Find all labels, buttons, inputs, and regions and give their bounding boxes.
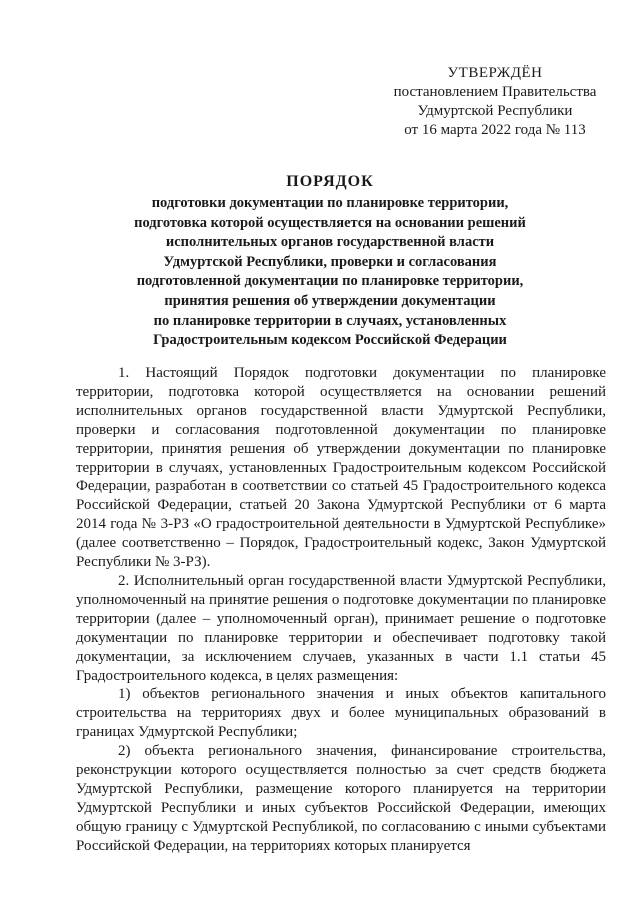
subtitle-line: принятия решения об утверждении документации (164, 292, 496, 309)
document-body (76, 364, 606, 856)
approval-line: от 16 марта 2022 года № 113 (404, 122, 586, 138)
document-subtitle (60, 194, 600, 351)
approval-line: Удмуртской Республики (417, 103, 573, 119)
approval-title: УТВЕРЖДЁН (447, 65, 543, 81)
approval-stamp (380, 64, 610, 140)
subtitle-line: исполнительных органов государственной власти (165, 234, 495, 251)
subtitle-line: Градостроительным кодексом Российской Федерации (153, 332, 507, 349)
paragraph-2: 2. Исполнительный орган государственной власти Удмуртской Республики, уполномоченный на принятие решения о подготовке документации по планировке территории (далее – уполномоченный орган), принимает решение о подготовке документации по планировке территории и обеспечивает подготовку такой документации, за исключением случаев, указанных в части 1.1 статьи 45 Градостроительного кодекса, в целях размещения: (76, 572, 606, 684)
subtitle-line: по планировке территории в случаях, установленных (153, 312, 507, 329)
list-item-2: 2) объекта регионального значения, финансирование строительства, реконструкции которого осуществляется полностью за счет средств бюджета Удмуртской Республики, размещение которого планируется на территории Удмуртской Республики и иных субъектов Российской Федерации, имеющих общую границу с Удмуртской Республикой, по согласованию с иными субъектами Российской Федерации, на территориях которых планируется (76, 743, 606, 854)
document-title: ПОРЯДОК (286, 173, 374, 190)
subtitle-line: подготовки документации по планировке территории, (151, 195, 509, 211)
approval-line: постановлением Правительства (393, 84, 597, 100)
subtitle-line: подготовка которой осуществляется на основании решений (134, 214, 526, 231)
list-item-1: 1) объектов регионального значения и иных объектов капитального строительства на территориях двух и более муниципальных образований в границах Удмуртской Республики; (76, 686, 606, 741)
paragraph-1: 1. Настоящий Порядок подготовки документации по планировке территории, подготовка которой осуществляется на основании решений исполнительных органов государственной власти Удмуртской Республики, проверки и согласования подготовленной документации по планировке территории, принятия решения об утверждении документации по планировке территории в случаях, установленных Градостроительным кодексом Российской Федерации, разработан в соответствии со статьей 45 Градостроительного кодекса Российской Федерации, статьей 20 Закона Удмуртской Республики от 6 марта 2014 года № 3-РЗ «О градостроительной деятельности в Удмуртской Республике» (далее соответственно – Порядок, Градостроительный кодекс, Закон Удмуртской Республики № 3-РЗ). (76, 365, 606, 571)
subtitle-line: Удмуртской Республики, проверки и согласования (163, 253, 497, 270)
subtitle-line: подготовленной документации по планировке территории, (136, 273, 524, 290)
